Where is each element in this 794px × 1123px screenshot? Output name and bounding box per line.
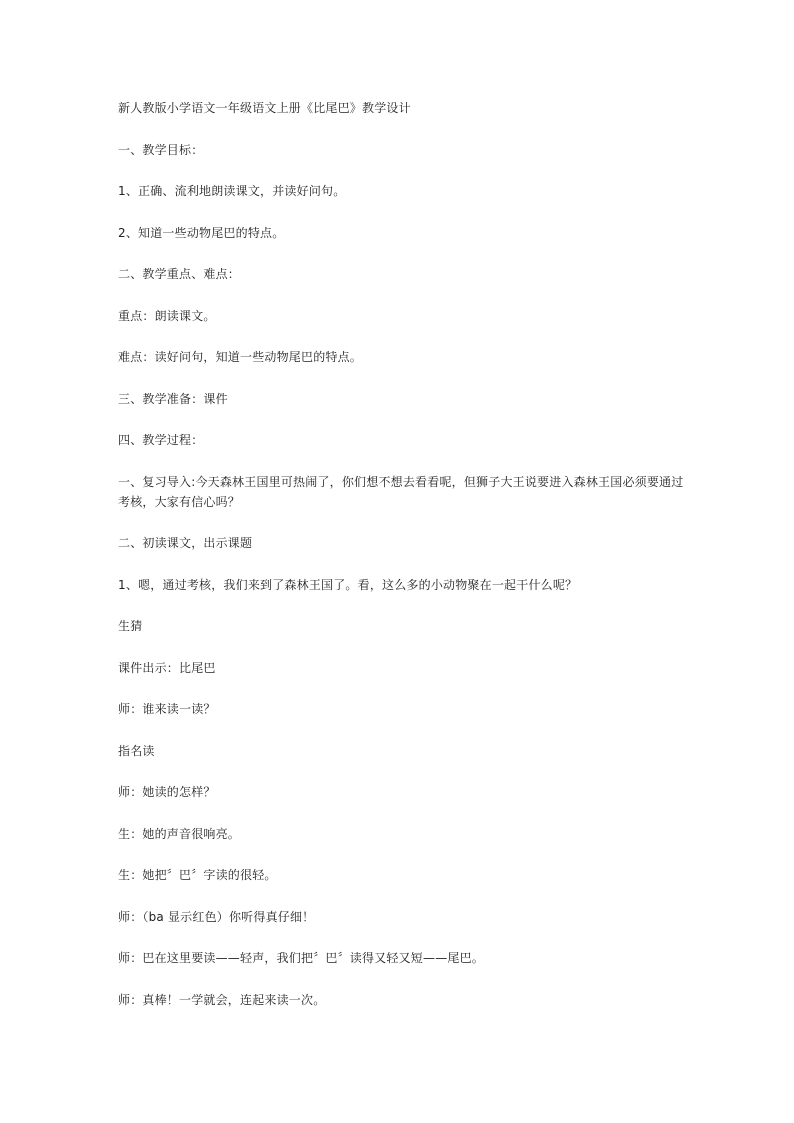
process-paragraph: 师：真棒！一学就会，连起来读一次。 <box>118 992 326 1007</box>
process-paragraph: 师：巴在这里要读——轻声，我们把〞巴〞读得又轻又短——尾巴。 <box>118 951 485 965</box>
section-heading-key-points: 二、教学重点、难点： <box>118 267 241 281</box>
process-paragraph: 师：（ba 显示红色）你听得真仔细！ <box>118 909 315 924</box>
objective-item-1: 1、正确、流利地朗读课文，并读好问句。 <box>118 184 346 198</box>
process-paragraph: 指名读 <box>118 743 155 758</box>
process-paragraph: 生猜 <box>118 619 143 633</box>
section-heading-objectives: 一、教学目标： <box>118 142 204 157</box>
section-heading-preparation: 三、教学准备：课件 <box>118 391 228 406</box>
process-paragraph: 师：谁来读一读？ <box>118 702 216 716</box>
objective-item-2: 2、知道一些动物尾巴的特点。 <box>118 225 285 240</box>
document-title: 新人教版小学语文一年级语文上册《比尾巴》教学设计 <box>118 101 411 115</box>
document-body <box>118 98 688 1031</box>
process-paragraph: 1、嗯，通过考核，我们来到了森林王国了。看，这么多的小动物聚在一起干什么呢？ <box>118 577 578 592</box>
process-paragraph: 生：她的声音很响亮。 <box>118 826 241 841</box>
key-point-text: 重点：朗读课文。 <box>118 308 216 323</box>
process-paragraph: 课件出示：比尾巴 <box>118 660 216 675</box>
difficult-point-text: 难点：读好问句，知道一些动物尾巴的特点。 <box>118 350 363 364</box>
process-paragraph: 师：她读的怎样？ <box>118 785 216 799</box>
process-paragraph: 生：她把〞巴〞字读的很轻。 <box>118 868 277 882</box>
process-step-review: 一、复习导入:今天森林王国里可热闹了，你们想不想去看看呢，但狮子大王说要进入森林王国必须要通过考核，大家有信心吗？ <box>118 474 684 509</box>
section-heading-process: 四、教学过程： <box>118 433 204 447</box>
process-step-first-reading: 二、初读课文，出示课题 <box>118 536 253 550</box>
